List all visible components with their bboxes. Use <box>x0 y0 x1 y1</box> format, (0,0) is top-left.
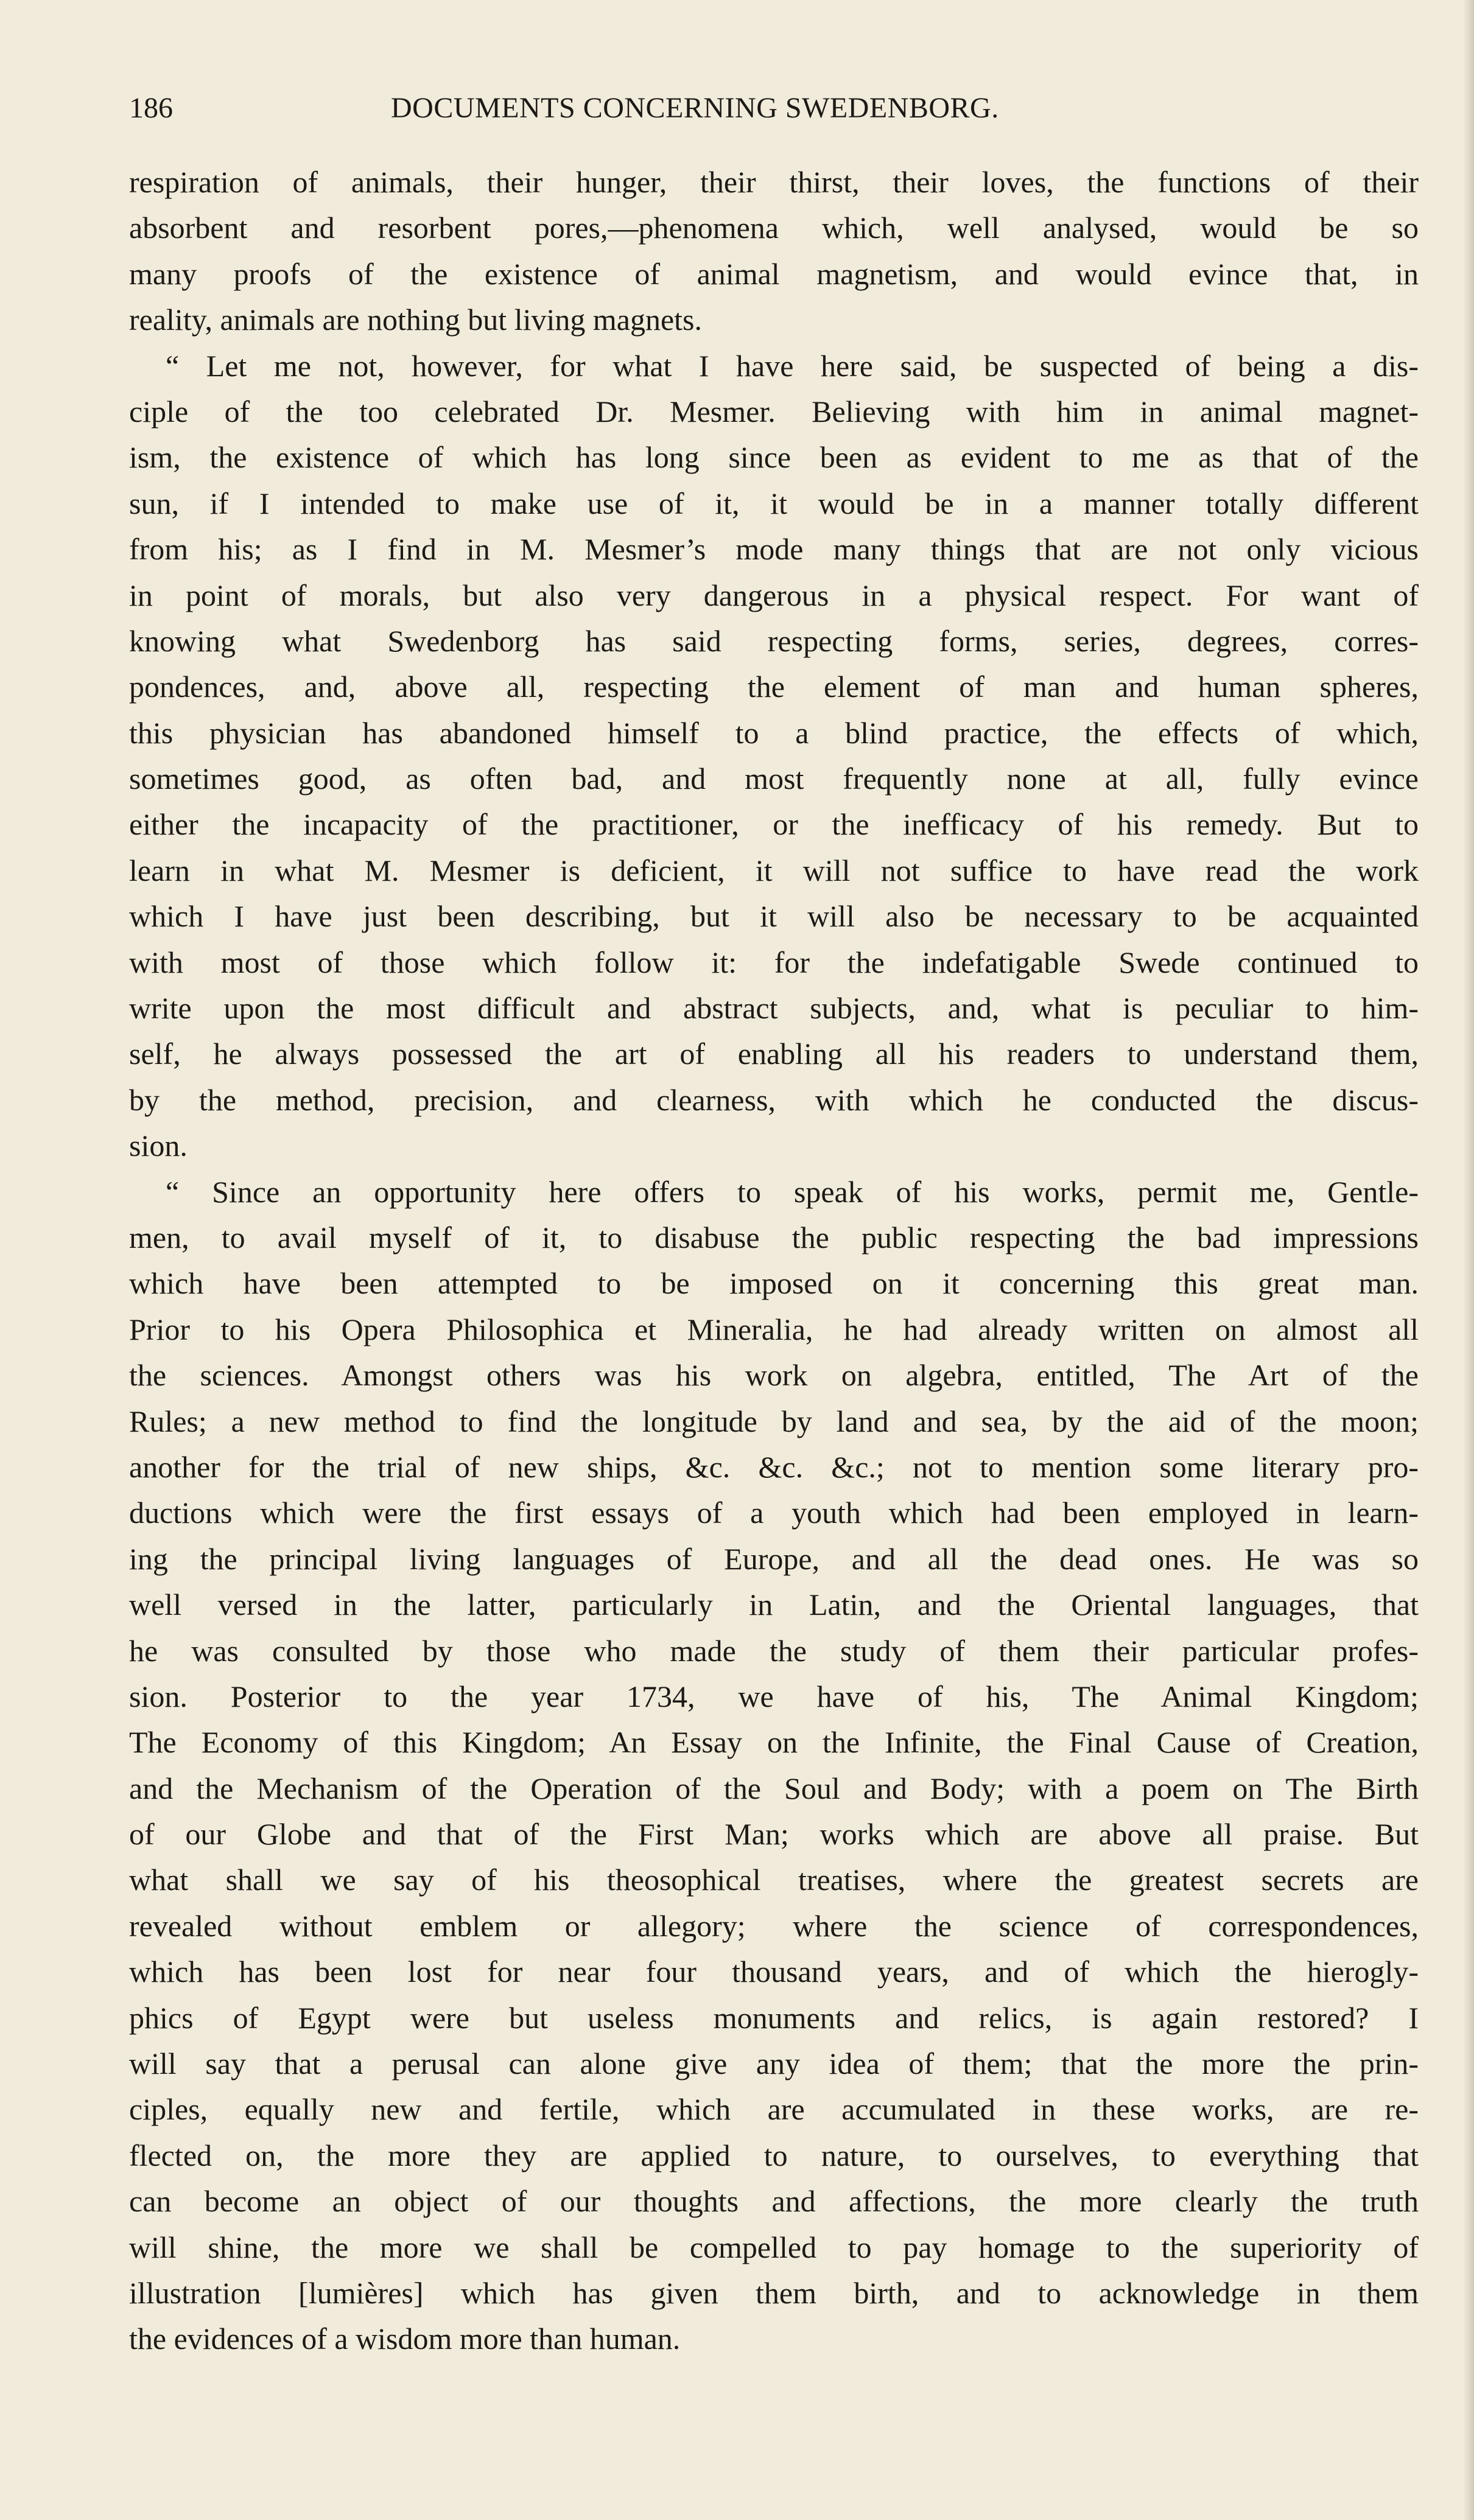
text-line: which has been lost for near four thousand years, and of which the hierogly- <box>129 1955 1419 1989</box>
text-line: will shine, the more we shall be compelled to pay homage to the superiority of <box>129 2230 1419 2264</box>
page-number: 186 <box>129 92 173 124</box>
text-line: of our Globe and that of the First Man; works which are above all praise. But <box>129 1817 1419 1852</box>
text-line: sun, if I intended to make use of it, it would be in a manner totally different <box>129 486 1419 520</box>
text-line: absorbent and resorbent pores,—phenomena which, well analysed, would be so <box>129 211 1419 245</box>
text-line: sion. Posterior to the year 1734, we have of his, The Animal Kingdom; <box>129 1679 1419 1713</box>
text-line: ciple of the too celebrated Dr. Mesmer. Believing with him in animal magnet- <box>129 394 1419 429</box>
text-line: which I have just been describing, but it will also be necessary to be acquainted <box>129 899 1419 934</box>
text-line: “ Let me not, however, for what I have here said, be suspected of being a dis- <box>166 348 1419 383</box>
text-line: ciples, equally new and fertile, which are accumulated in these works, are re- <box>129 2092 1419 2127</box>
text-line: with most of those which follow it: for the indefatigable Swede continued to <box>129 945 1419 979</box>
text-line: respiration of animals, their hunger, their thirst, their loves, the functions of their <box>129 165 1419 199</box>
text-line: many proofs of the existence of animal magnetism, and would evince that, in <box>129 256 1419 291</box>
text-line: well versed in the latter, particularly in Latin, and the Oriental languages, that <box>129 1587 1419 1622</box>
text-line: sometimes good, as often bad, and most frequently none at all, fully evince <box>129 761 1419 796</box>
running-head <box>129 91 1155 140</box>
text-line: Prior to his Opera Philosophica et Mineralia, he had already written on almost all <box>129 1312 1419 1346</box>
text-line: phics of Egypt were but useless monuments and relics, is again restored? I <box>129 2000 1419 2035</box>
text-line: pondences, and, above all, respecting the element of man and human spheres, <box>129 670 1419 704</box>
text-line: ism, the existence of which has long since been as evident to me as that of the <box>129 440 1419 475</box>
text-line: he was consulted by those who made the study of them their particular profes- <box>129 1633 1419 1668</box>
text-line: the sciences. Amongst others was his work on algebra, entitled, The Art of the <box>129 1358 1419 1393</box>
text-line: this physician has abandoned himself to a blind practice, the effects of which, <box>129 715 1419 750</box>
text-line: self, he always possessed the art of enabling all his readers to understand them, <box>129 1037 1419 1071</box>
text-line: Rules; a new method to find the longitude by land and sea, by the aid of the moon; <box>129 1404 1419 1438</box>
text-line: “ Since an opportunity here offers to speak of his works, permit me, Gentle- <box>166 1174 1419 1209</box>
text-line: either the incapacity of the practitioner, or the inefficacy of his remedy. But to <box>129 807 1419 842</box>
text-line: what shall we say of his theosophical treatises, where the greatest secrets are <box>129 1863 1419 1897</box>
text-line: in point of morals, but also very dangerous in a physical respect. For want of <box>129 578 1419 612</box>
text-line: knowing what Swedenborg has said respecting forms, series, degrees, corres- <box>129 623 1419 658</box>
text-line: will say that a perusal can alone give any idea of them; that the more the prin- <box>129 2046 1419 2081</box>
text-line: the evidences of a wisdom more than human. <box>129 2322 681 2356</box>
body-text <box>129 159 1419 2362</box>
running-title: DOCUMENTS CONCERNING SWEDENBORG. <box>391 92 999 124</box>
text-line: illustration [lumières] which has given them birth, and to acknowledge in them <box>129 2275 1419 2310</box>
text-line: which have been attempted to be imposed on it concerning this great man. <box>129 1266 1419 1301</box>
text-line: and the Mechanism of the Operation of the Soul and Body; with a poem on The Birth <box>129 1771 1419 1805</box>
text-line: ductions which were the first essays of a youth which had been employed in learn- <box>129 1496 1419 1530</box>
text-line: learn in what M. Mesmer is deficient, it will not suffice to have read the work <box>129 853 1419 887</box>
text-line: The Economy of this Kingdom; An Essay on the Infinite, the Final Cause of Creation, <box>129 1725 1419 1760</box>
text-line: men, to avail myself of it, to disabuse the public respecting the bad impressions <box>129 1220 1419 1255</box>
text-line: reality, animals are nothing but living magnets. <box>129 303 702 337</box>
text-line: can become an object of our thoughts and affections, the more clearly the truth <box>129 2184 1419 2219</box>
text-line: sion. <box>129 1129 188 1163</box>
text-line: revealed without emblem or allegory; where the science of correspondences, <box>129 1908 1419 1943</box>
text-line: write upon the most difficult and abstract subjects, and, what is peculiar to him- <box>129 991 1419 1026</box>
text-line: from his; as I find in M. Mesmer’s mode many things that are not only vicious <box>129 532 1419 567</box>
text-line: by the method, precision, and clearness, with which he conducted the discus- <box>129 1082 1419 1117</box>
text-line: flected on, the more they are applied to nature, to ourselves, to everything that <box>129 2138 1419 2172</box>
text-line: another for the trial of new ships, &c. &c. &c.; not to mention some literary pro- <box>129 1449 1419 1484</box>
text-line: ing the principal living languages of Europe, and all the dead ones. He was so <box>129 1541 1419 1576</box>
page-edge-shadow <box>1463 0 1474 2520</box>
